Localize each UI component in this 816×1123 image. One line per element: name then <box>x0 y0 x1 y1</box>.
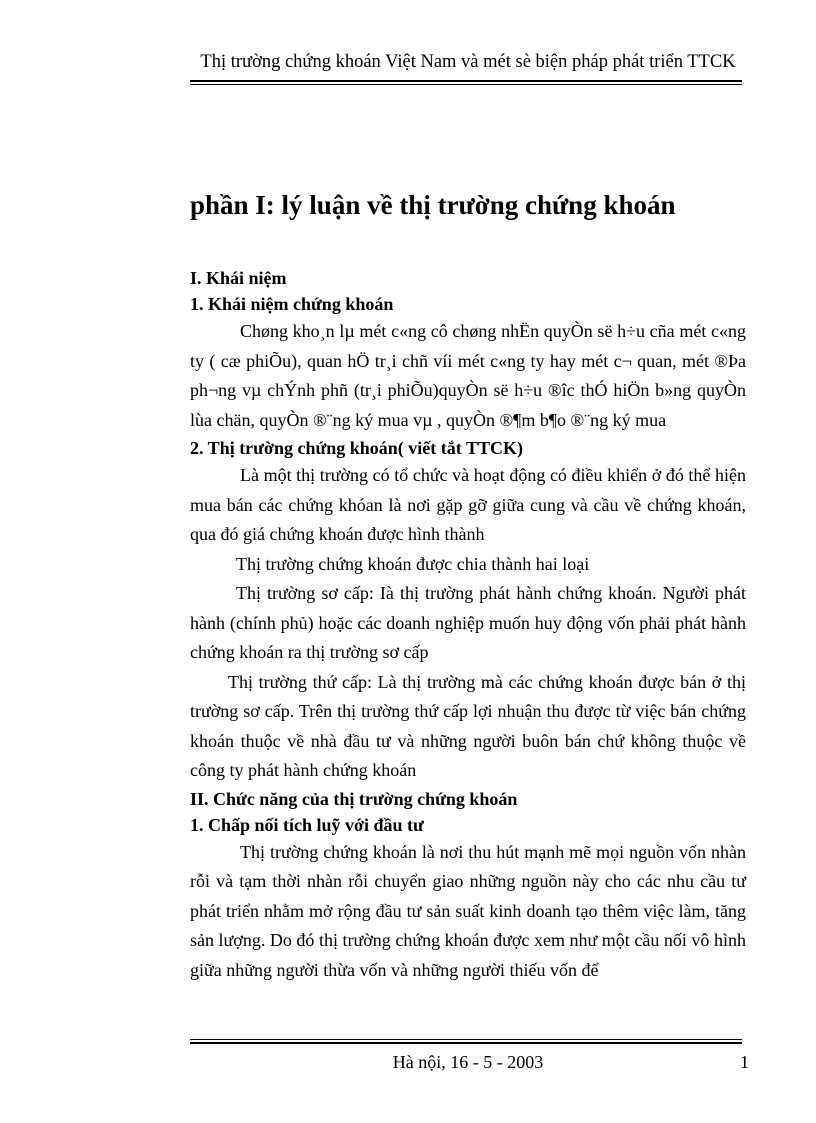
paragraph-definition-securities: Chøng kho¸n lµ mét c«ng cô chøng nhËn quyÒn së h÷u cña mét c«ng ty ( cæ phiÕu), quan hÖ tr¸i chñ víi mét c«ng ty hay mét c¬ quan, mét ®Þa ph¬ng vµ chÝnh phñ (tr¸i phiÕu)quyÒn së h÷u ®îc thÓ hiÖn b»ng quyÒn lùa chän, quyÒn ®¨ng ký mua vµ , quyÒn ®¶m b¶o ®¨ng ký mua <box>190 321 746 430</box>
subsection-heading-2-1: 1. Chấp nối tích luỹ với đầu tư <box>190 814 424 835</box>
footer-date: Hà nội, 16 - 5 - 2003 <box>392 1052 544 1072</box>
page-number: 1 <box>740 1052 749 1072</box>
subsection-heading-1-2: 2. Thị trường chứng khoán( viết tắt TTCK) <box>190 438 523 458</box>
paragraph-definition-market: Là một thị trường có tổ chức và hoạt động có điều khiển ở đó thể hiện mua bán các chứng khóan là nơi gặp gỡ giữa cung và cầu về chứng khoán, qua đó giá chứng khoán được hình thành <box>190 465 746 544</box>
section-heading-1: I. Khái niệm <box>190 268 287 288</box>
page-title: phần I: lý luận về thị trường chứng khoán <box>190 190 676 220</box>
paragraph-market-types: Thị trường chứng khoán được chia thành hai loại <box>236 553 590 574</box>
subsection-heading-1-1: 1. Khái niệm chứng khoán <box>190 294 394 314</box>
header-rule <box>190 80 742 85</box>
document-body <box>190 265 746 985</box>
paragraph-secondary-market: Thị trường thứ cấp: Là thị trường mà các chứng khoán được bán ở thị trường sơ cấp. Trên thị trường thứ cấp lợi nhuận thu được từ việc bán chứng khoán thuộc về nhà đầu tư và những người buôn bán chứ không thuộc về công ty phát hành chứng khoán <box>190 671 746 780</box>
section-heading-2: II. Chức năng của thị trường chứng khoán <box>190 788 518 809</box>
footer-rule <box>190 1039 742 1044</box>
running-header: Thị trường chứng khoán Việt Nam và mét sè biện pháp phát triển TTCK <box>200 52 736 72</box>
paragraph-savings-investment: Thị trường chứng khoán là nơi thu hút mạnh mẽ mọi nguồn vốn nhàn rỗi và tạm thời nhàn rỗi chuyển giao những nguồn này cho các nhu cầu tư phát triển nhằm mở rộng đầu tư sản suất kinh doanh tạo thêm việc làm, tăng sản lượng. Do đó thị trường chứng khoán được xem như một cầu nối vô hình giữa những người thừa vốn và những người thiếu vốn để <box>190 841 746 980</box>
paragraph-primary-market: Thị trường sơ cấp: Ià thị trường phát hành chứng khoán. Người phát hành (chính phủ) hoặc các doanh nghiệp muốn huy động vốn phải phát hành chứng khoán ra thị trường sơ cấp <box>190 583 746 662</box>
